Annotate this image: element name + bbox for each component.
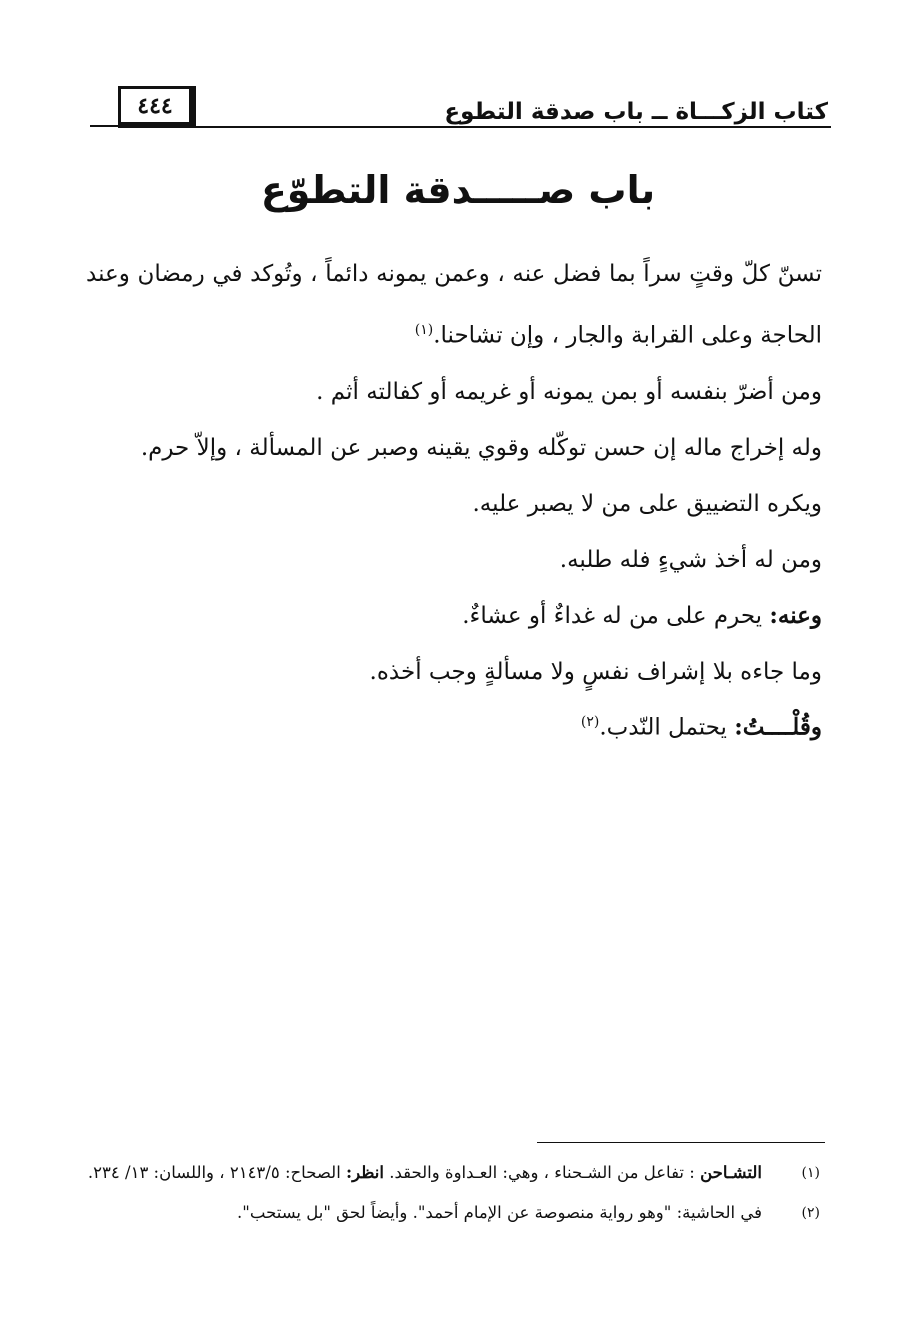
paragraph <box>86 588 822 644</box>
paragraph-text: يحرم على من له غداءٌ أو عشاءٌ. <box>462 602 770 629</box>
footnote-number: (١) <box>801 1165 820 1181</box>
footnote-see-label: انظر: <box>346 1163 384 1182</box>
footnote-number: (٢) <box>801 1205 820 1221</box>
footnote-term: التشـاحن <box>700 1163 762 1182</box>
paragraph <box>86 700 822 750</box>
footnote-text: في الحاشية: "وهو رواية منصوصة عن الإمام أحمد". وأيضاً لحق "بل يستحب". <box>237 1203 762 1222</box>
page-number-box <box>118 86 196 128</box>
footnote <box>80 1155 820 1191</box>
paragraph-text: ومن أضرّ بنفسه أو بمن يمونه أو غريمه أو كفالته أثم . <box>316 378 822 405</box>
paragraph-lead: وعنه: <box>769 601 822 629</box>
footnote-text: الصحاح: ٢١٤٣/٥ ، واللسان: ١٣/ ٢٣٤. <box>87 1163 347 1182</box>
paragraph-text: ويكره التضييق على من لا يصبر عليه. <box>472 490 822 517</box>
footnote <box>80 1195 820 1231</box>
footnote-text: : تفاعل من الشـحناء ، وهي: العـداوة والحقد. <box>383 1163 701 1182</box>
footnote-ref: (١) <box>414 322 434 338</box>
header-rule <box>196 126 831 128</box>
footnote-ref: (٢) <box>580 713 600 730</box>
paragraph-text: وله إخراج ماله إن حسن توكّله وقوي يقينه وصبر عن المسألة ، وإلاّ حرم. <box>140 434 822 461</box>
paragraph <box>86 644 822 700</box>
paragraph-text: وما جاءه بلا إشراف نفسٍ ولا مسألةٍ وجب أخذه. <box>369 658 822 685</box>
paragraph-lead: وقُلْــــتُ: <box>734 713 822 741</box>
footnote-separator <box>537 1142 825 1143</box>
page-number: ٤٤٤ <box>137 92 173 119</box>
body-text <box>86 246 822 749</box>
paragraph <box>86 246 822 364</box>
paragraph <box>86 420 822 476</box>
running-title: كتاب الزكـــاة ــ باب صدقة التطوع <box>434 98 828 126</box>
footnotes <box>80 1155 820 1235</box>
paragraph <box>86 532 822 588</box>
paragraph-text: ومن له أخذ شيءٍ فله طلبه. <box>559 546 822 573</box>
paragraph-text: تسنّ كلّ وقتٍ سراً بما فضل عنه ، وعمن يمونه دائماً ، وتُوكد في رمضان وعند الحاجة وعلى القرابة والجار ، وإن تشاحنا. <box>86 261 822 349</box>
paragraph <box>86 476 822 532</box>
paragraph-text: يحتمل النّدب. <box>599 714 735 741</box>
chapter-title: باب صـــــدقة التطوّع <box>260 168 656 212</box>
paragraph <box>86 364 822 420</box>
